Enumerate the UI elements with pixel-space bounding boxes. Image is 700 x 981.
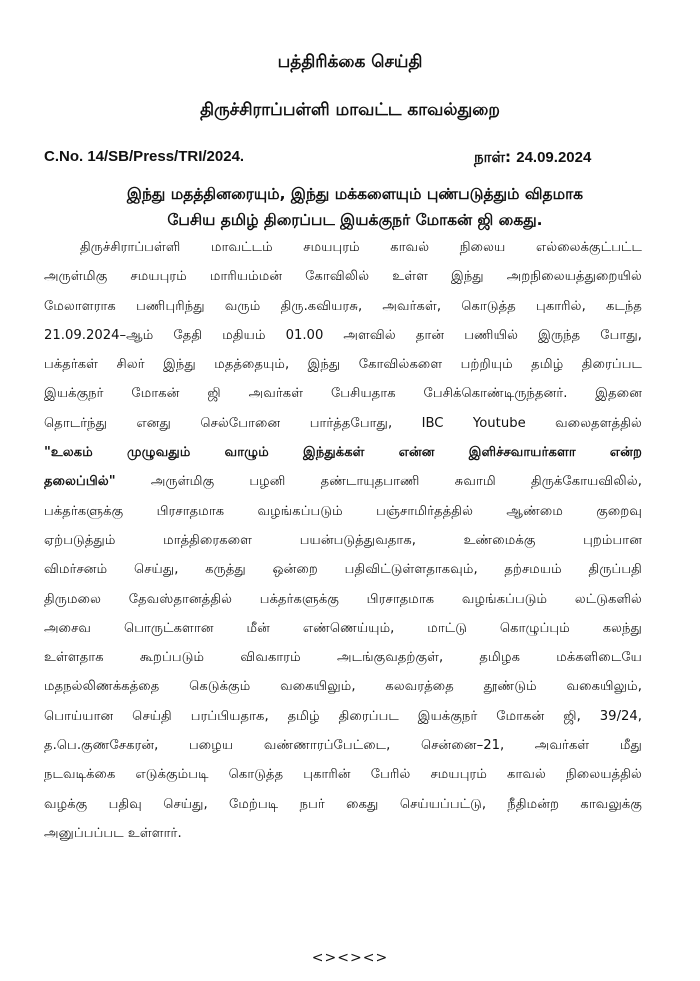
body-line: 21.09.2024–ஆம் தேதி மதியம் 01.00 அளவில் தான் பணியில் இருந்த போது,: [44, 327, 642, 343]
date-block: [474, 148, 591, 168]
body-line: உள்ளதாக கூறப்படும் விவகாரம் அடங்குவதற்குள், தமிழக மக்களிடையே: [44, 650, 642, 666]
body-line: விமர்சனம் செய்து, கருத்து ஒன்றை பதிவிட்டுள்ளதாகவும், தற்சமயம் திருப்பதி: [44, 562, 642, 578]
body-line: வழக்கு பதிவு செய்து, மேற்படி நபர் கைது செய்யப்பட்டு, நீதிமன்ற காவலுக்கு: [44, 796, 642, 812]
document-title: பத்திரிக்கை செய்தி: [277, 52, 423, 72]
body-line: இயக்குநர் மோகன் ஜி அவர்கள் பேசியதாக பேசிக்கொண்டிருந்தனர். இதனை: [44, 386, 642, 402]
body-line-quote: "உலகம் முழுவதும் வாழும் இந்துக்கள் என்ன இளிச்சவாயர்களா என்ற: [44, 445, 642, 461]
reference-number: C.No. 14/SB/Press/TRI/2024.: [44, 148, 245, 165]
subject-line-1: இந்து மதத்தினரையும், இந்து மக்களையும் புண்படுத்தும் விதமாக: [126, 185, 584, 203]
end-of-document-mark: <><><>: [311, 950, 389, 966]
body-text: [44, 233, 642, 848]
body-line-mixed: [44, 467, 642, 496]
body-line: பக்தர்கள் சிலர் இந்து மதத்தையும், இந்து கோவில்களை பற்றியும் தமிழ் திரைப்பட: [44, 357, 642, 373]
body-line: திருமலை தேவஸ்தானத்தில் பக்தர்களுக்கு பிரசாதமாக வழங்கப்படும் லட்டுகளில்: [44, 591, 642, 607]
body-line: திருச்சிராப்பள்ளி மாவட்டம் சமயபுரம் காவல் நிலைய எல்லைக்குட்பட்ட: [80, 240, 642, 255]
body-line: பொய்யான செய்தி பரப்பியதாக, தமிழ் திரைப்பட இயக்குநர் மோகன் ஜி, 39/24,: [44, 708, 642, 724]
body-line: பக்தர்களுக்கு பிரசாதமாக வழங்கப்படும் பஞ்சாமிர்தத்தில் ஆண்மை குறைவு: [44, 503, 642, 519]
department-name: திருச்சிராப்பள்ளி மாவட்ட காவல்துறை: [200, 100, 500, 120]
subject-line-2: பேசிய தமிழ் திரைப்பட இயக்குநர் மோகன் ஜி கைது.: [167, 211, 543, 229]
body-line: நடவடிக்கை எடுக்கும்படி கொடுத்த புகாரின் பேரில் சமயபுரம் காவல் நிலையத்தில்: [44, 767, 642, 783]
body-line: ஏற்படுத்தும் மாத்திரைகளை பயன்படுத்துவதாக, உண்மைக்கு புறம்பான: [44, 532, 642, 548]
quote-end: தலைப்பில்": [44, 474, 116, 490]
body-line: மேலாளராக பணிபுரிந்து வரும் திரு.கவியரசு, அவர்கள், கொடுத்த புகாரில், கடந்த: [44, 298, 642, 314]
body-line: அசைவ பொருட்களான மீன் எண்ணெய்யும், மாட்டு கொழுப்பும் கலந்து: [44, 620, 642, 636]
date-value: 24.09.2024: [516, 149, 592, 166]
quote-continuation: அருள்மிகு பழனி தண்டாயுதபாணி சுவாமி திருக்கோயவிலில்,: [150, 474, 642, 490]
body-line: அருள்மிகு சமயபுரம் மாரியம்மன் கோவிலில் உள்ள இந்து அறநிலையத்துறையில்: [44, 269, 642, 285]
subject-heading: [60, 181, 650, 233]
body-line: தொடர்ந்து எனது செல்போனை பார்த்தபோது, IBC Youtube வலைதளத்தில்: [44, 415, 642, 431]
date-label: நாள்:: [474, 148, 511, 166]
body-line: த.பெ.குணசேகரன், பழைய வண்ணாரப்பேட்டை, சென்னை–21, அவர்கள் மீது: [44, 738, 642, 754]
body-line: அனுப்பப்பட உள்ளார்.: [44, 825, 182, 841]
body-line: மதநல்லிணக்கத்தை கெடுக்கும் வகையிலும், கலவரத்தை தூண்டும் வகையிலும்,: [44, 679, 642, 695]
